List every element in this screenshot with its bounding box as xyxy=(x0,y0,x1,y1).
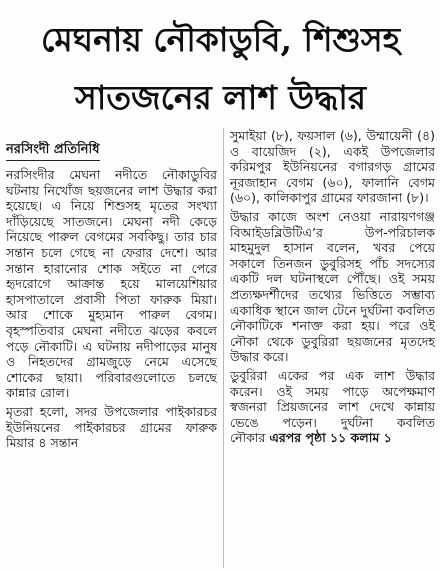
byline: নরসিংদী প্রতিনিধি xyxy=(6,141,100,161)
right-column xyxy=(230,128,435,571)
headline-line-2: সাতজনের লাশ উদ্ধার xyxy=(74,78,367,117)
body-paragraph-last xyxy=(230,368,435,446)
headline-line-1: মেঘনায় নৌকাডুবি, শিশুসহ xyxy=(40,20,401,59)
body-paragraph: সুমাইয়া (৮), ফয়সাল (৬), উম্মায়েনী (৪) ও বায়েজিদ (২), একই উপজেলার করিমপুর ইউনিয়নের বগারগড় গ্রামের নূরজাহান বেগম (৬০), ফালানি বেগম (৬০), কালিকাপুর গ্রামের ফারজানা (৮)। xyxy=(230,128,435,206)
body-paragraph-text: ডুবুরিরা একের পর এক লাশ উদ্ধার করেন। ওই সময় পাড়ে অপেক্ষমাণ স্বজনরা প্রিয়জনের লাশ দেখে কান্নায় ভেঙে পড়েন। দুর্ঘটনা কবলিত নৌকার xyxy=(230,367,435,446)
left-column xyxy=(6,141,217,571)
body-paragraph: মৃতরা হলো, সদর উপজেলার পাইকারচর ইউনিয়নের পাইকারচর গ্রামের ফারুক মিয়ার ৪ সন্তান xyxy=(6,403,217,451)
body-paragraph: নরসিংদীর মেঘনা নদীতে নৌকাডুবির ঘটনায় নিখোঁজ ছয়জনের লাশ উদ্ধার করা হয়েছে। এ নিয়ে শিশুসহ মৃতের সংখ্যা দাঁড়িয়েছে সাতজনে। মেঘনা নদী কেড়ে নিয়েছে পারুল বেগমের সবকিছু। তার চার সন্তান চলে গেছে না ফেরার দেশে। আর সন্তান হারানোর শোক সইতে না পেরে হৃদরোগে আক্রান্ত হয়ে মালয়েশিয়ার হাসপাতালে প্রবাসী পিতা ফারুক মিয়া। আর শোকে মুহ্যমান পারুল বেগম। বৃহস্পতিবার মেঘনা নদীতে ঝড়ের কবলে পড়ে নৌকাটি। এ ঘটনায় নদীপাড়ের মানুষ ও নিহতদের গ্রামজুড়ে নেমে এসেছে শোকের ছায়া। পরিবারগুলোতে চলছে কান্নার রোল। xyxy=(6,167,217,401)
body-paragraph: উদ্ধার কাজে অংশ নেওয়া নারায়ণগঞ্জ বিআইডব্লিউটিএ’র উপ-পরিচালক মাহমুদুল হাসান বলেন, খবর পেয়ে সকালে তিনজন ডুবুরিসহ পাঁচ সদস্যের একটি দল ঘটনাস্থলে পৌঁছে। ওই সময় প্রত্যক্ষদর্শীদের তথ্যের ভিত্তিতে সম্ভাব্য একাধিক স্থানে জাল টেনে দুর্ঘটনা কবলিত নৌকাটিকে শনাক্ত করা হয়। পরে ওই নৌকা থেকে ডুবুরিরা ছয়জনের মৃতদেহ উদ্ধার করে। xyxy=(230,208,435,365)
continued-on-label: এরপর পৃষ্ঠা ১১ কলাম ১ xyxy=(269,430,392,446)
column-divider xyxy=(223,128,224,568)
